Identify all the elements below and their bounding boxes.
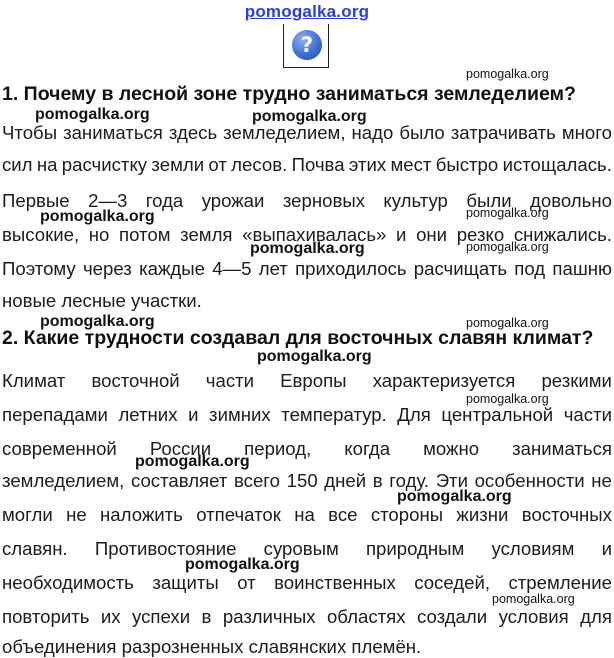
word: для <box>580 606 612 627</box>
word: резкими <box>541 370 612 391</box>
question-1-title: 1. Почему в лесной зоне трудно заниматься земледелием? <box>2 83 576 105</box>
watermark: pomogalka.org <box>40 313 155 330</box>
word: и <box>601 538 612 559</box>
word: защиты <box>152 572 219 593</box>
word: славян. <box>2 538 68 559</box>
word: году. <box>389 470 430 491</box>
answer-2-line <box>2 538 612 560</box>
word: урожаи <box>201 190 265 211</box>
watermark: pomogalka.org <box>250 240 365 257</box>
answer-1-line: новые лесные участки. <box>2 290 202 311</box>
word: отпечаток <box>196 504 281 525</box>
word: дней <box>324 470 367 491</box>
word: от <box>237 572 256 593</box>
word: характеризуется <box>372 370 516 391</box>
word: 4—5 <box>212 258 252 279</box>
word: довольно <box>530 190 612 211</box>
answer-2-line <box>2 606 612 628</box>
word: жизни <box>456 504 509 525</box>
watermark: pomogalka.org <box>466 240 549 254</box>
word: суровым <box>263 538 339 559</box>
word: всего <box>233 470 281 491</box>
site-header-link[interactable]: pomogalka.org <box>244 2 370 21</box>
word: их <box>100 606 121 627</box>
word: Климат <box>2 370 66 391</box>
word: зерновых <box>282 190 365 211</box>
word: наложить <box>100 504 183 525</box>
watermark: pomogalka.org <box>252 108 367 125</box>
answer-2-line: объединения разрозненных славянских племён. <box>2 636 422 657</box>
word: части <box>205 370 255 391</box>
watermark: pomogalka.org <box>466 392 549 406</box>
watermark: pomogalka.org <box>397 488 512 505</box>
watermark: pomogalka.org <box>492 592 575 606</box>
word: земли <box>151 154 205 175</box>
question-2-title: 2. Какие трудности создавал для восточных славян климат? <box>2 327 594 349</box>
word: различных <box>222 606 316 627</box>
word: соседей, <box>414 572 491 593</box>
word: лесов. <box>231 154 288 175</box>
watermark: pomogalka.org <box>35 106 150 123</box>
word: условия <box>498 606 569 627</box>
answer-2-line <box>2 470 612 492</box>
word: и <box>188 404 199 425</box>
word: Почва <box>291 154 345 175</box>
watermark: pomogalka.org <box>466 206 549 220</box>
word: расчистку <box>61 154 148 175</box>
word: каждые <box>139 258 205 279</box>
word: пашню <box>552 258 612 279</box>
word: истощалась. <box>502 154 612 175</box>
word: приходилось <box>295 258 407 279</box>
word: земледелием, <box>223 122 346 143</box>
word: Эти <box>435 470 468 491</box>
answer-2-line <box>2 370 612 392</box>
word: земледелием, <box>2 470 125 491</box>
word: перепадами <box>2 404 108 425</box>
word: заниматься <box>63 122 163 143</box>
word: этих <box>348 154 387 175</box>
word: не <box>66 504 87 525</box>
word: Европы <box>280 370 347 391</box>
word: воинственных <box>274 572 396 593</box>
word: современной <box>2 438 117 459</box>
word: на <box>294 504 315 525</box>
word: в <box>372 470 383 491</box>
answer-2-line <box>2 404 612 426</box>
word: резко <box>456 224 505 245</box>
word: России <box>149 438 212 459</box>
word: Чтобы <box>2 122 58 143</box>
watermark: pomogalka.org <box>40 208 155 225</box>
answer-1-line <box>2 154 612 176</box>
word: успехи <box>132 606 191 627</box>
word: земля <box>180 224 233 245</box>
word: стремление <box>508 572 612 593</box>
word: на <box>36 154 58 175</box>
help-box <box>283 24 329 68</box>
word: части <box>563 404 612 425</box>
word: сил <box>2 154 33 175</box>
word: можно <box>423 438 480 459</box>
watermark: pomogalka.org <box>257 348 372 365</box>
answer-2-line <box>2 572 612 594</box>
word: потом <box>119 224 171 245</box>
word: восточных <box>521 504 612 525</box>
word: Поэтому <box>2 258 76 279</box>
watermark: pomogalka.org <box>466 316 549 330</box>
word: быстро <box>435 154 499 175</box>
word: расчищать <box>413 258 508 279</box>
word: здесь <box>168 122 218 143</box>
word: не <box>591 470 612 491</box>
word: в <box>201 606 212 627</box>
word: создали <box>416 606 488 627</box>
word: условиям <box>491 538 575 559</box>
word: зимних <box>209 404 271 425</box>
word: необходимость <box>2 572 134 593</box>
word: через <box>82 258 132 279</box>
answer-1-line <box>2 258 612 280</box>
word: под <box>514 258 546 279</box>
word: много <box>561 122 612 143</box>
word: было <box>399 122 445 143</box>
word: высокие, <box>2 224 80 245</box>
word: летних <box>118 404 178 425</box>
word: стороны <box>370 504 444 525</box>
question-icon[interactable]: ? <box>292 30 322 60</box>
word: года <box>145 190 184 211</box>
word: природным <box>365 538 465 559</box>
word: повторить <box>2 606 90 627</box>
word: Первые <box>2 190 70 211</box>
word: Противостояние <box>94 538 237 559</box>
word: когда <box>344 438 391 459</box>
answer-2-line <box>2 438 612 460</box>
word: мест <box>390 154 432 175</box>
word: надо <box>351 122 394 143</box>
word: температур. <box>281 404 387 425</box>
word: составляет <box>130 470 228 491</box>
word: 2—3 <box>88 190 128 211</box>
word: могли <box>2 504 53 525</box>
word: и <box>396 224 407 245</box>
word: «выпахивалась» <box>242 224 387 245</box>
word: областях <box>326 606 406 627</box>
word: от <box>208 154 227 175</box>
word: все <box>328 504 358 525</box>
word: были <box>466 190 512 211</box>
word: заниматься <box>512 438 612 459</box>
word: лет <box>258 258 288 279</box>
word: Для <box>397 404 431 425</box>
watermark: pomogalka.org <box>135 453 250 470</box>
word: особенности <box>474 470 585 491</box>
word: восточной <box>91 370 180 391</box>
word: культур <box>383 190 448 211</box>
word: 150 <box>286 470 318 491</box>
watermark: pomogalka.org <box>185 556 300 573</box>
word: период, <box>244 438 312 459</box>
answer-2-line <box>2 504 612 526</box>
watermark: pomogalka.org <box>466 67 549 81</box>
word: затрачивать <box>450 122 556 143</box>
word: снижались. <box>513 224 612 245</box>
word: они <box>416 224 448 245</box>
word: центральной <box>441 404 554 425</box>
word: но <box>88 224 110 245</box>
